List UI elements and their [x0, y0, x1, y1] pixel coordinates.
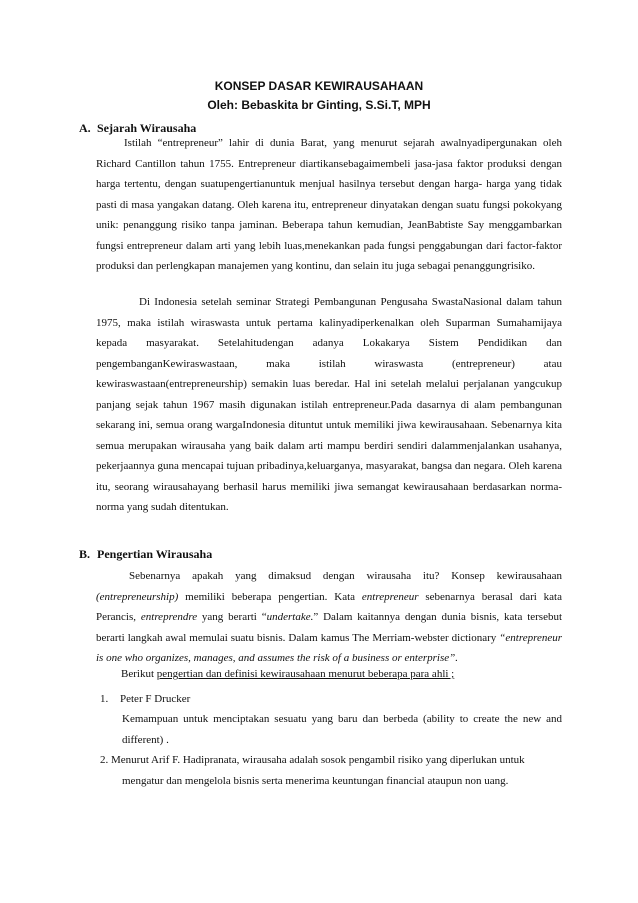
section-a-paragraph-1: Istilah “entrepreneur” lahir di dunia Barat, yang menurut sejarah awalnyadipergunakan oleh Richard Cantillon tahun 1755. Entrepreneur diartikansebagaimembeli jasa-jasa faktor produksi dengan harga tertentu, dengan suatupengertianuntuk menjual hasilnya tersebut dengan harga- harga yang tidak pasti di masa yangakan datang. Oleh karena itu, entrepreneur dinyatakan dengan suatu fungsi pokokyang unik: penanggung risiko tanpa jaminan. Beberapa tahun kemudian, JeanBabtiste Say menggambarkan fungsi entrepreneur dalam arti yang lebih luas,menekankan pada fungsi penggabungan dari factor-faktor produksi dan perlengkapan manajemen yang kontinu, dan selain itu juga sebagai penanggungrisiko.	[96, 137, 562, 272]
section-b-paragraph: Sebenarnya apakah yang dimaksud dengan wirausaha itu? Konsep kewirausahaan (entrepreneurship) memiliki beberapa pengertian. Kata entrepreneur sebenarnya berasal dari kata Perancis, entreprendre yang berarti “undertake.” Dalam kaitannya dengan dunia bisnis, kata tersebut berarti langkah awal memulai suatu bisnis. Dalam kamus The Merriam-webster dictionary “entrepreneur is one who organizes, manages, and assumes the risk of a business or enterprise”.	[96, 570, 563, 664]
list-item-1-name: Peter F Drucker	[120, 693, 191, 705]
list-item-1-text: Kemampuan untuk menciptakan sesuatu yang baru dan berbeda (ability to create the new and different) .	[122, 713, 562, 746]
section-a-letter: A.	[79, 121, 91, 135]
definitions-intro-underlined: pengertian dan definisi kewirausahaan menurut beberapa para ahli ;	[156, 668, 455, 680]
section-b-letter: B.	[79, 547, 91, 561]
section-b-heading	[79, 547, 212, 562]
section-a-paragraph-2: Di Indonesia setelah seminar Strategi Pembangunan Pengusaha SwastaNasional dalam tahun 1975, maka istilah wiraswasta untuk pertama kalinyadiperkenalkan oleh Suparman Sumahamijaya kepada masyarakat. Setelahitudengan adanya Lokakarya Sistem Pendidikan dan pengembanganKewiraswastaan, maka istilah wiraswasta (entrepreneur) atau kewiraswastaan(entrepreneurship) semakin luas beredar. Hal ini setelah melalui perjalanan yangcukup panjang sejak tahun 1967 masih digunakan istilah entrepreneur.Pada dasarnya di alam pembangunan sekarang ini, semua orang wargaIndonesia dituntut untuk memiliki jiwa kewirausahaan. Sebenarnya kita semua merupakan wirausaha yang baik dalam arti mampu berdiri sendiri dalammenjalankan usahanya, pekerjaannya guna mencapai tujuan pribadinya,keluarganya, masyarakat, bangsa dan negara. Oleh karena itu, seorang wirausahayang berhasil harus memiliki jiwa semangat kewirausahaan berdasarkan norma-norma yang sudah ditentukan.	[96, 296, 562, 513]
section-b-title: Pengertian Wirausaha	[97, 547, 213, 561]
section-a-title: Sejarah Wirausaha	[97, 121, 197, 135]
list-item-2-line-2: mengatur dan mengelola bisnis serta menerima keuntungan financial ataupun non uang.	[122, 774, 509, 787]
list-item-2-line-1: 2. Menurut Arif F. Hadipranata, wirausaha adalah sosok pengambil risiko yang diperlukan untuk	[100, 754, 525, 766]
document-title: KONSEP DASAR KEWIRAUSAHAAN	[214, 79, 424, 93]
list-item-2	[100, 750, 562, 791]
list-item-1-number: 1.	[100, 693, 109, 705]
list-item-1-heading	[100, 689, 190, 710]
document-author: Oleh: Bebaskita br Ginting, S.Si.T, MPH	[207, 98, 431, 112]
definitions-intro: Berikut pengertian dan definisi kewirausahaan menurut beberapa para ahli ;	[121, 668, 455, 680]
